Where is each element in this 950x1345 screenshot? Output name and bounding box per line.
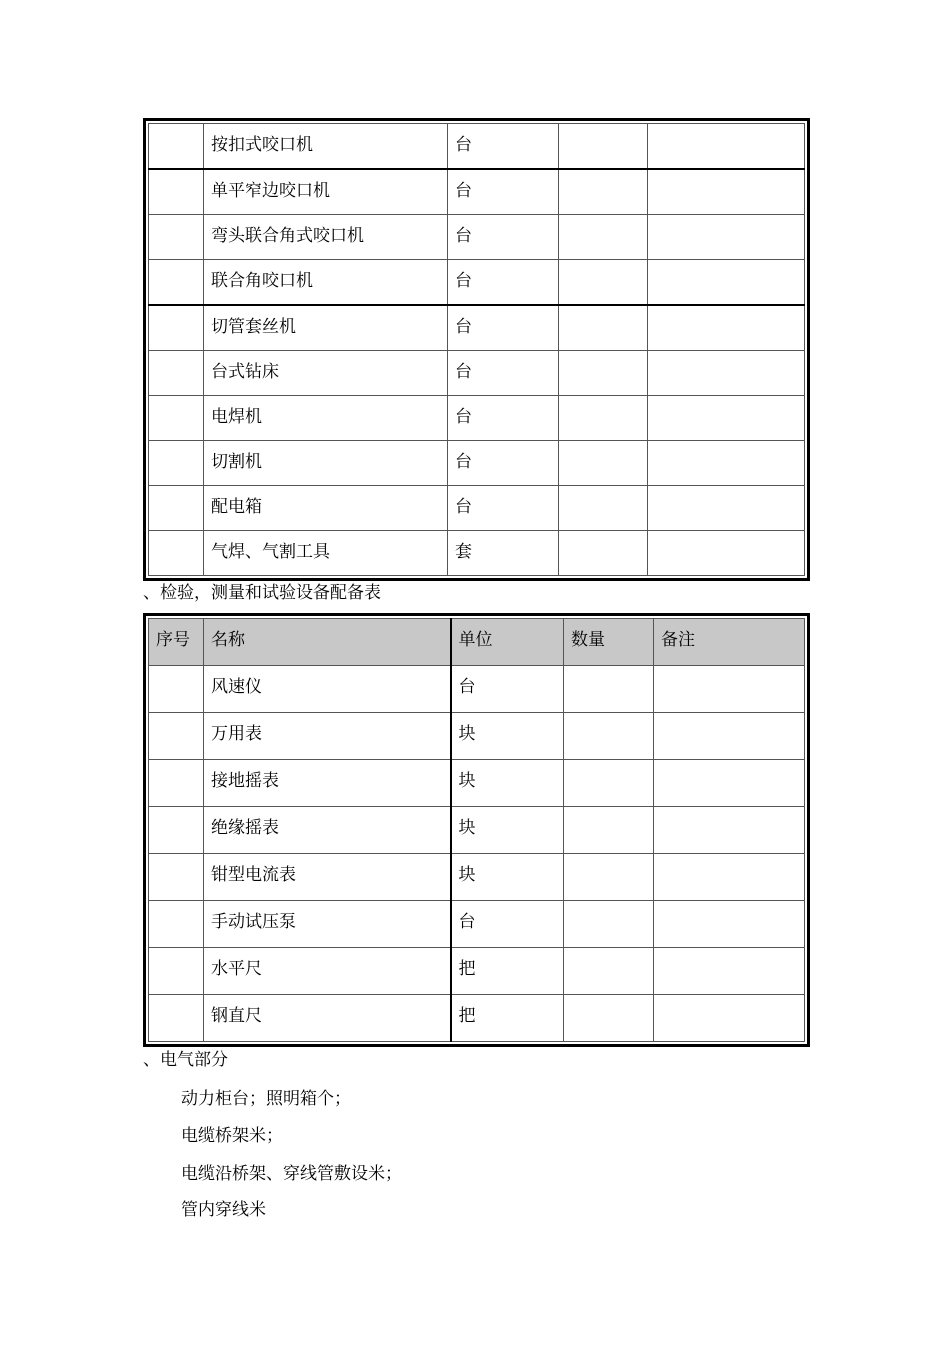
cell-name: 台式钻床: [204, 351, 448, 396]
cell-qty: [564, 713, 654, 760]
cell-qty: [559, 169, 648, 215]
cell-no: [149, 124, 204, 170]
cell-name: 切割机: [204, 441, 448, 486]
electrical-line-4: 管内穿线米: [181, 1200, 266, 1220]
cell-no: [149, 441, 204, 486]
cell-no: [149, 948, 204, 995]
cell-no: [149, 713, 204, 760]
cell-qty: [559, 351, 648, 396]
table-row: [149, 995, 805, 1042]
cell-qty: [564, 760, 654, 807]
table-row: [149, 260, 805, 306]
header-qty: 数量: [564, 619, 654, 666]
header-no: 序号: [149, 619, 204, 666]
cell-name: 切管套丝机: [204, 305, 448, 351]
cell-no: [149, 995, 204, 1042]
cell-unit: 套: [448, 531, 559, 576]
cell-qty: [559, 531, 648, 576]
cell-unit: 把: [451, 995, 564, 1042]
table-row: [149, 713, 805, 760]
cell-remark: [654, 901, 805, 948]
cell-qty: [564, 948, 654, 995]
cell-qty: [564, 807, 654, 854]
table-row: [149, 854, 805, 901]
cell-qty: [559, 305, 648, 351]
cell-unit: 台: [451, 901, 564, 948]
cell-remark: [648, 486, 805, 531]
cell-no: [149, 169, 204, 215]
table-row: [149, 124, 805, 170]
inspection-equipment-table-grid: [148, 618, 805, 1042]
cell-unit: 台: [448, 215, 559, 260]
cell-name: 钢直尺: [204, 995, 451, 1042]
cell-name: 万用表: [204, 713, 451, 760]
header-unit: 单位: [451, 619, 564, 666]
cell-qty: [559, 486, 648, 531]
cell-unit: 台: [448, 260, 559, 306]
cell-name: 手动试压泵: [204, 901, 451, 948]
cell-no: [149, 351, 204, 396]
cell-qty: [559, 215, 648, 260]
cell-qty: [559, 124, 648, 170]
cell-no: [149, 305, 204, 351]
cell-remark: [654, 807, 805, 854]
cell-no: [149, 396, 204, 441]
cell-no: [149, 901, 204, 948]
cell-qty: [559, 441, 648, 486]
electrical-line-2: 电缆桥架米；: [181, 1126, 283, 1146]
cell-name: 钳型电流表: [204, 854, 451, 901]
cell-remark: [654, 948, 805, 995]
cell-qty: [564, 901, 654, 948]
equipment-table-grid: [148, 123, 805, 576]
electrical-line-3: 电缆沿桥架、穿线管敷设米；: [181, 1164, 402, 1184]
cell-qty: [564, 854, 654, 901]
table-row: [149, 305, 805, 351]
cell-unit: 台: [451, 666, 564, 713]
cell-no: [149, 215, 204, 260]
electrical-line-1: 动力柜台；照明箱个；: [181, 1089, 351, 1109]
cell-no: [149, 666, 204, 713]
cell-name: 联合角咬口机: [204, 260, 448, 306]
cell-name: 接地摇表: [204, 760, 451, 807]
cell-qty: [559, 260, 648, 306]
cell-remark: [648, 124, 805, 170]
cell-name: 水平尺: [204, 948, 451, 995]
cell-qty: [564, 995, 654, 1042]
cell-no: [149, 486, 204, 531]
cell-unit: 块: [451, 713, 564, 760]
header-name: 名称: [204, 619, 451, 666]
cell-unit: 台: [448, 124, 559, 170]
cell-unit: 台: [448, 396, 559, 441]
table-row: [149, 351, 805, 396]
cell-remark: [648, 260, 805, 306]
table-row: [149, 666, 805, 713]
table-row: [149, 486, 805, 531]
cell-remark: [654, 666, 805, 713]
cell-name: 气焊、气割工具: [204, 531, 448, 576]
table-row: [149, 441, 805, 486]
table-row: [149, 531, 805, 576]
cell-remark: [648, 396, 805, 441]
cell-unit: 台: [448, 441, 559, 486]
cell-no: [149, 531, 204, 576]
cell-name: 单平窄边咬口机: [204, 169, 448, 215]
cell-remark: [654, 713, 805, 760]
cell-name: 按扣式咬口机: [204, 124, 448, 170]
cell-unit: 把: [451, 948, 564, 995]
header-remark: 备注: [654, 619, 805, 666]
cell-qty: [564, 666, 654, 713]
cell-remark: [648, 441, 805, 486]
cell-remark: [654, 760, 805, 807]
inspection-equipment-table: [143, 613, 810, 1047]
inspection-section-heading: 、检验，测量和试验设备配备表: [143, 583, 381, 603]
electrical-section-heading: 、电气部分: [143, 1050, 228, 1070]
cell-remark: [654, 854, 805, 901]
cell-name: 弯头联合角式咬口机: [204, 215, 448, 260]
cell-name: 风速仪: [204, 666, 451, 713]
cell-unit: 块: [451, 807, 564, 854]
cell-unit: 台: [448, 169, 559, 215]
cell-remark: [648, 305, 805, 351]
table-header-row: [149, 619, 805, 666]
table-row: [149, 396, 805, 441]
table-row: [149, 169, 805, 215]
cell-remark: [654, 995, 805, 1042]
cell-remark: [648, 215, 805, 260]
table-row: [149, 807, 805, 854]
cell-no: [149, 260, 204, 306]
cell-remark: [648, 531, 805, 576]
table-row: [149, 901, 805, 948]
cell-name: 配电箱: [204, 486, 448, 531]
cell-no: [149, 760, 204, 807]
equipment-table: [143, 118, 810, 581]
table-row: [149, 948, 805, 995]
cell-unit: 台: [448, 351, 559, 396]
cell-unit: 台: [448, 486, 559, 531]
cell-unit: 块: [451, 760, 564, 807]
table-row: [149, 760, 805, 807]
cell-qty: [559, 396, 648, 441]
cell-name: 电焊机: [204, 396, 448, 441]
cell-unit: 块: [451, 854, 564, 901]
cell-no: [149, 807, 204, 854]
cell-remark: [648, 351, 805, 396]
cell-remark: [648, 169, 805, 215]
cell-no: [149, 854, 204, 901]
cell-name: 绝缘摇表: [204, 807, 451, 854]
table-row: [149, 215, 805, 260]
cell-unit: 台: [448, 305, 559, 351]
